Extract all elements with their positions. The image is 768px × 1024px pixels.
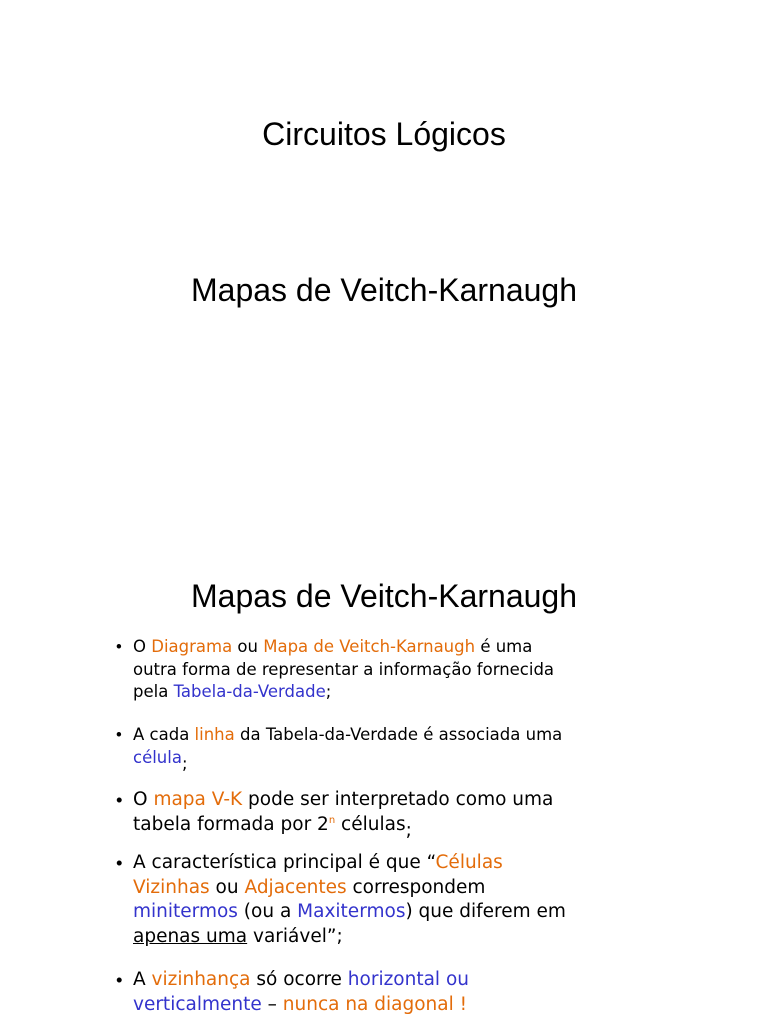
highlight-term: linha <box>194 725 235 744</box>
text-span: (ou a <box>237 901 298 922</box>
exponent: n <box>328 814 336 826</box>
bullet-text <box>133 724 576 773</box>
slide-subtitle: Mapas de Veitch-Karnaugh <box>190 272 578 308</box>
text-span: ; <box>181 753 188 773</box>
bullet-item <box>116 636 576 704</box>
highlight-term: Tabela-da-Verdade <box>173 682 326 701</box>
bullet-text <box>133 968 576 1017</box>
text-span: ; <box>405 819 412 841</box>
bullet-dot: • <box>116 789 123 810</box>
text-span: A característica principal é que “ <box>133 852 436 873</box>
highlight-term: horizontal ou verticalmente <box>133 969 469 1015</box>
highlight-term: Diagrama <box>151 637 233 656</box>
bullet-text <box>133 788 576 841</box>
highlight-term: Mapa de Veitch-Karnaugh <box>263 637 476 656</box>
bullet-dot: • <box>116 969 123 990</box>
text-span: ou <box>232 637 264 656</box>
text-span: da Tabela-da-Verdade é associada uma <box>234 725 563 744</box>
content-slide-title: Mapas de Veitch-Karnaugh <box>190 578 578 614</box>
text-span: – <box>261 993 283 1015</box>
text-span: O <box>133 637 152 656</box>
text-span: ) que diferem em <box>405 901 566 922</box>
bullet-text <box>133 851 576 949</box>
highlight-term: Adjacentes <box>244 876 347 898</box>
text-span: A <box>133 969 152 990</box>
text-span: correspondem <box>346 876 486 898</box>
bullet-item <box>116 851 576 949</box>
bullet-item <box>116 724 576 773</box>
highlight-term: Maxitermos <box>297 901 406 922</box>
text-span: O <box>133 789 154 810</box>
highlight-term: mapa V-K <box>153 789 243 810</box>
text-span: pode ser interpretado como uma tabela formada por 2 <box>133 789 554 835</box>
bullet-dot: • <box>116 852 123 873</box>
highlight-term: Células Vizinhas <box>133 852 503 898</box>
bullet-dot: • <box>116 726 122 744</box>
text-span: células <box>335 813 406 835</box>
slide-title: Circuitos Lógicos <box>262 116 506 152</box>
highlight-term: nunca na diagonal ! <box>282 993 468 1015</box>
bullet-item <box>116 968 576 1017</box>
bullet-text <box>133 636 576 704</box>
text-span: é uma outra forma de representar a informação fornecida pela <box>133 637 555 701</box>
bullet-item <box>116 788 576 841</box>
highlight-term: vizinhança <box>151 969 251 990</box>
bullet-dot: • <box>116 638 122 656</box>
highlight-term: minitermos <box>133 901 238 922</box>
text-span: variável”; <box>247 925 343 947</box>
underlined-term: apenas uma <box>133 925 248 947</box>
text-span: só ocorre <box>250 969 348 990</box>
text-span: ; <box>325 682 332 701</box>
highlight-term: célula <box>133 747 182 767</box>
text-span: A cada <box>133 725 195 744</box>
text-span: ou <box>209 876 245 898</box>
